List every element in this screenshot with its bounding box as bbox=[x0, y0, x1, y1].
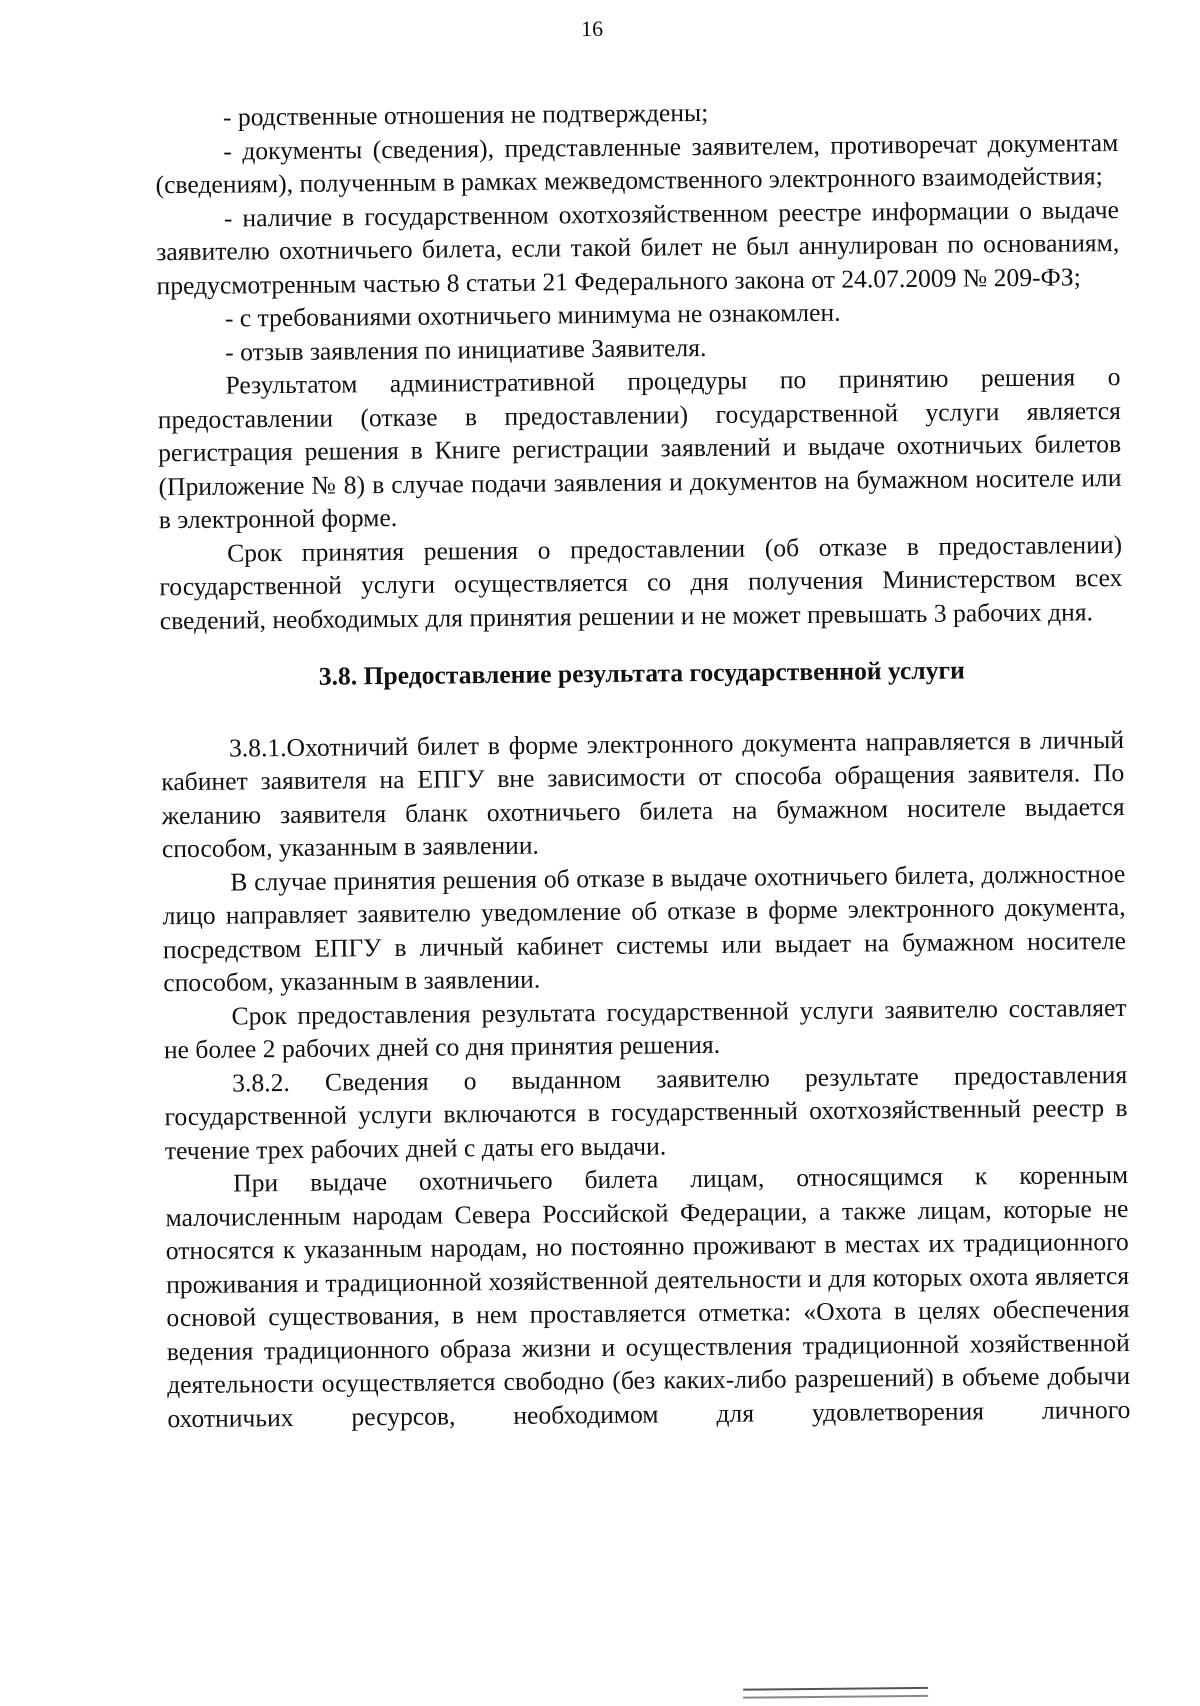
page-number: 16 bbox=[580, 15, 604, 42]
paragraph: - наличие в государственном охотхозяйственном реестре информации о выдаче заявителю охотничьего билета, если такой билет не был аннулирован по основаниям, предусмотренным частью 8 статьи 21 Федерального закона от 24.07.2009 № 209-ФЗ; bbox=[156, 194, 1120, 300]
paragraph: Срок предоставления результата государственной услуги заявителю составляет не более 2 рабочих дней со дня принятия решения. bbox=[163, 992, 1127, 1065]
paragraph: - с требованиями охотничьего минимума не ознакомлен. bbox=[224, 297, 841, 333]
paragraph: - отзыв заявления по инициативе Заявителя. bbox=[225, 332, 707, 367]
paragraph: Результатом административной процедуры по принятию решения о предоставлении (отказе в предоставлении) государственной услуги является регистрация решения в Книге регистрации заявлений и выдаче охотничьих билетов (Приложение № 8) в случае подачи заявления и документов на бумажном носителе или в электронной форме. bbox=[157, 361, 1122, 535]
paragraph: - документы (сведения), представленные заявителем, противоречат документам (сведениям), полученным в рамках межведомственного электронного взаимодействия; bbox=[155, 127, 1119, 200]
paragraph: 3.8.2. Сведения о выданном заявителю результате предоставления государственной услуги включаются в государственный охотхозяйственный реестр в течение трех рабочих дней с даты его выдачи. bbox=[164, 1059, 1128, 1165]
section-heading: 3.8. Предоставление результата государственной услуги bbox=[318, 655, 965, 691]
document-body bbox=[155, 92, 1131, 1435]
paragraph: - родственные отношения не подтверждены; bbox=[222, 97, 709, 132]
paragraph: В случае принятия решения об отказе в выдаче охотничьего билета, должностное лицо направляет заявителю уведомление об отказе в форме электронного документа, посредством ЕПГУ в личный кабинет системы или выдает на бумажном носителе способом, указанным в заявлении. bbox=[162, 858, 1127, 998]
paragraph: 3.8.1.Охотничий билет в форме электронного документа направляется в личный кабинет заявителя на ЕПГУ вне зависимости от способа обращения заявителя. По желанию заявителя бланк охотничьего билета на бумажном носителе выдается способом, указанным в заявлении. bbox=[161, 724, 1125, 864]
paragraph: При выдаче охотничьего билета лицам, относящимся к коренным малочисленным народам Севера Российской Федерации, а также лицам, которые не относятся к указанным народам, но постоянно проживают в местах их традиционного проживания и традиционной хозяйственной деятельности и для которых охота является основой существования, в нем проставляется отметка: «Охота в целях обеспечения ведения традиционного образа жизни и осуществления традиционной хозяйственной деятельности осуществляется свободно (без каких-либо разрешений) в объеме добычи охотничьих ресурсов, необходимом для удовлетворения личного bbox=[165, 1159, 1131, 1433]
footer-stamp-mark bbox=[743, 1687, 928, 1699]
paragraph: Срок принятия решения о предоставлении (об отказе в предоставлении) государственной услуги осуществляется со дня получения Министерством всех сведений, необходимых для принятия решении и не может превышать 3 рабочих дня. bbox=[159, 529, 1123, 635]
